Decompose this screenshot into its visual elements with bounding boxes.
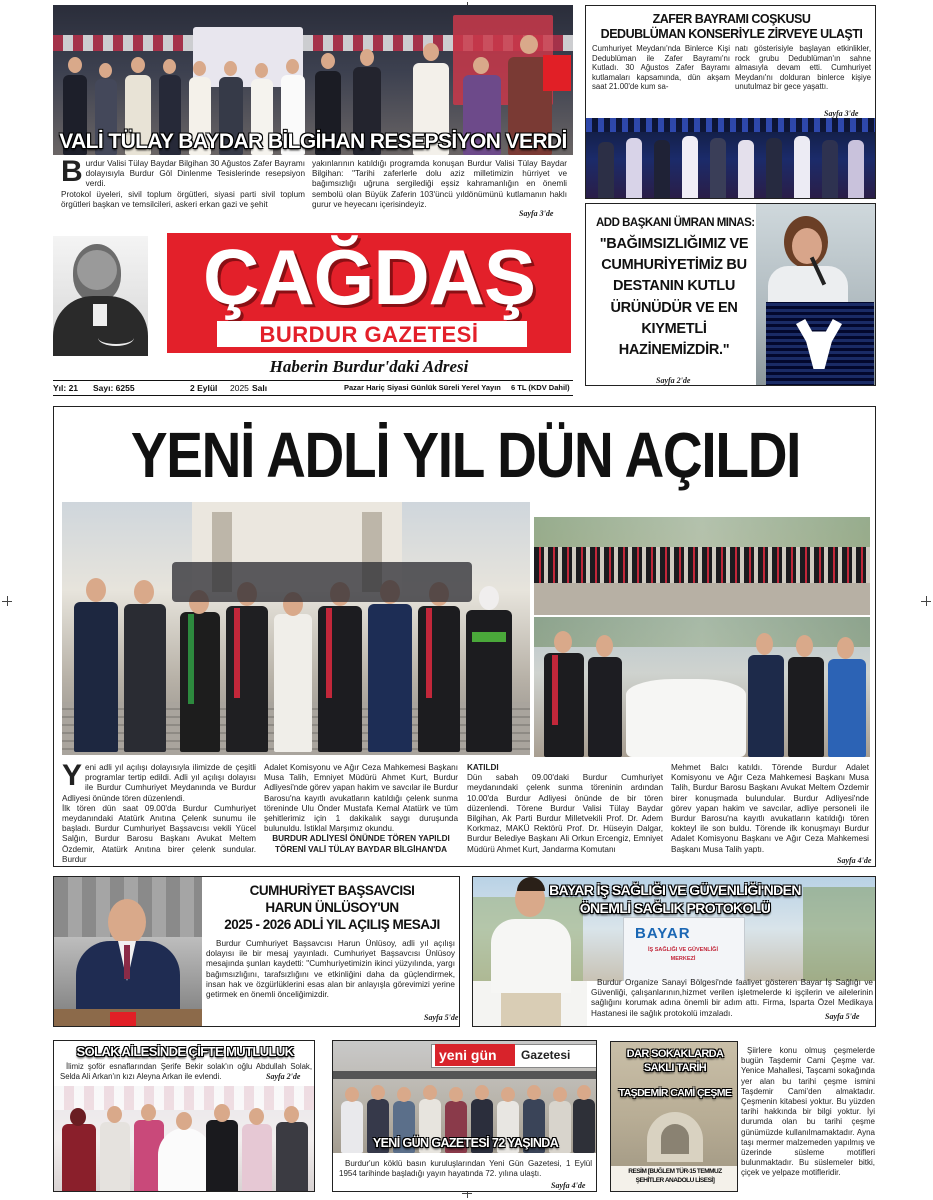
tasdemir-body: Şiirlere konu olmuş çeşmelerde bugün Taşdemir Cami Çeşme var. Yenice Mahallesi, Taşcami sokağında yer alan bu tarihi çeşme ismini Taşdemir Cami'den almaktadır. Çeşmenin kitabesi yoktur. Bu yüzden tarihi hakkında bir bilgi yoktur. İyi durumda olan bu tarihi çeşme günümüzde kullanılmamaktadır. Ayna taşı mermer malzemeden yapılmış ve üzerinde süsleme motifleri bulunmaktadır. Bu süslemeler bitki, çiçek ve yelpaze motifleridir. — [741, 1046, 875, 1178]
registration-mark — [921, 596, 931, 606]
main-story — [53, 406, 876, 867]
concert-photo — [586, 118, 876, 199]
main-subhead-end: KATILDI — [467, 763, 499, 772]
page-reference: Sayfa 3'de — [519, 209, 554, 218]
dropcap: Y — [62, 759, 83, 792]
tasdemir-caption: RESİM [BUĞLEM TÜR-15 TEMMUZ ŞEHİTLER ANADOLU LİSESİ] — [628, 1168, 722, 1184]
page-reference: Sayfa 5'de — [424, 1013, 459, 1022]
issue-number: Sayı: 6255 — [93, 383, 135, 393]
add-article — [585, 203, 876, 386]
prosecutor-photo — [54, 877, 202, 1027]
tasdemir-article — [610, 1041, 738, 1192]
solak-body: İlimiz şoför esnaflarından Şerife Bekir solak'ın oğlu Abdullah Solak, Selda Ali Arkan'ın kızı Aleyna Arkan ile evlendi. — [60, 1062, 312, 1081]
page-reference: Sayfa 3'de — [824, 109, 859, 118]
zafer-headline-line1: ZAFER BAYRAMI COŞKUSU — [652, 12, 811, 26]
bayar-sign-brand: BAYAR — [635, 925, 691, 942]
tasdemir-title-line2: SAKLI TARİH — [643, 1062, 707, 1074]
reception-cocktail-photo — [534, 617, 870, 757]
ceremony-square-photo — [534, 517, 870, 615]
savci-article — [53, 876, 460, 1027]
bayar-headline-line1: BAYAR İŞ SAĞLIĞI VE GÜVENLİĞİ'NDEN — [549, 882, 801, 898]
main-body-col2: Adalet Komisyonu ve Ağır Ceza Mahkemesi Başkanı Musa Talih, Emniyet Müdürü Ahmet Kurt, Burdur Adliyesi'nde görev yapan hakim ve savcılar ile Burdur Barosu'na kayıtlı avukatların katıldığı çelenk sunma töreninde Ulu Önder Mustafa Kemal Atatürk ve tüm şehitlerimiz için 1 dakikalık saygı duruşunda bulunuldu. İstiklal Marşımız okundu. BURDUR ADLİYESİ ÖNÜNDE TÖREN YAPILDI TÖRENİ VALİ TÜLAY BAYDAR BİLGİHAN'DA — [264, 763, 458, 854]
zafer-body-col1: Cumhuriyet Meydanı'nda Binlerce Kişi Dedublüman ile Zafer Bayramı'nı Kutladı. 30 Ağustos Zafer Bayramı kutlamaları kapsamında, dün akşam saat 21.00'de kum sa- — [592, 44, 730, 92]
savci-headline-line1: CUMHURİYET BAŞSAVCISI — [249, 883, 415, 898]
bayar-article — [472, 876, 876, 1027]
vali-reception-body-col2: yakınlarının katıldığı programda konuşan Burdur Valisi Tülay Baydar Bilgihan: "Tarihi zaferlerle dolu aziz milletimizin hürriyet ve bağımsızlığı uğruna sergilediği eşsiz kahramanlığın en önemli sembolü olan Büyük Zaferin 103'üncü yıldönümünü kutlamanın haklı gurur ve heyecanı içerisindeyiz. — [312, 159, 567, 209]
price: 6 TL (KDV Dahil) — [511, 383, 570, 392]
masthead-name: ÇAĞDAŞ — [202, 233, 535, 321]
solak-article — [53, 1040, 315, 1192]
zafer-bayrami-article — [585, 5, 876, 199]
yenigun-sign2: Gazetesi — [521, 1048, 571, 1062]
yenigun-sign: yeni gün — [439, 1047, 497, 1063]
add-quote: "BAĞIMSIZLIĞIMIZ VE CUMHURİYETİMİZ BU DESTANIN KUTLU ÜRÜNÜDÜR VE EN KIYMETLİ HAZİNEMİZDİR." — [599, 236, 749, 359]
zafer-headline-line2: DEDUBLÜMAN KONSERİYLE ZİRVEYE ULAŞTI — [600, 27, 863, 41]
main-headline: YENİ ADLİ YIL DÜN AÇILDI — [130, 419, 801, 491]
dropcap: B — [61, 155, 83, 188]
cocktail-table — [626, 679, 746, 757]
masthead-slogan: Haberin Burdur'daki Adresi — [269, 357, 469, 376]
courthouse-group-photo — [62, 502, 530, 755]
vali-reception-body-col1: Burdur Valisi Tülay Baydar Bilgihan 30 Ağustos Zafer Bayramı dolayısıyla Burdur Göl Dinlenme Tesislerinde resepsiyon verdi. Protokol üyeleri, sivil toplum örgütleri, siyasi parti sivil toplum örgütleri başkan ve temsilcileri, askeri erkan gazi ve şehit — [61, 155, 305, 209]
main-body-col3: KATILDI Dün sabah 09.00'daki Burdur Cumhuriyet meydanındaki çelenk sunma töreninin ardından 10.00'da Burdur Adliyesi önünde de bir tören düzenlendi. Törene Burdur Valisi Tülay Baydar Bilgihan, Ak Parti Burdur Milletvekili Prof. Dr. Adem Korkmaz, MAKÜ Rektörü Prof. Dr. Hüseyin Dalgar, Burdur Belediye Başkanı Ali Orkun Ercengiz, Emniyet Müdürü Ahmet Kurt, Jandarma Komutanı — [467, 763, 663, 854]
page-reference: Sayfa 4'de — [837, 856, 872, 865]
ataturk-portrait — [53, 236, 148, 356]
bayar-sign-sub1: İŞ SAĞLIĞI VE GÜVENLİĞİ — [648, 947, 718, 953]
speaker-photo — [756, 204, 876, 386]
issue-info-bar — [53, 380, 573, 396]
tasdemir-title-line3: TAŞDEMİR CAMİ ÇEŞME — [618, 1087, 732, 1099]
bayar-person-lower — [473, 981, 587, 1027]
add-title: ADD BAŞKANI ÜMRAN MINAS: — [596, 217, 755, 229]
wedding-photo — [54, 1086, 315, 1192]
bayar-body: Burdur Organize Sanayi Bölgesi'nde faaliyet gösteren Bayar İş Sağlığı ve Güvenliği, çalışanlarının,hizmet verilen işletmelerde ki işçilerin ve ailelerinin sağlığını korumak adına önemli bir adım attı. Firma, Isparta Özel Medikaya Hastanesi ile sağlık protokolü imzaladı. — [591, 978, 873, 1018]
issue-date-year: 2025 — [230, 383, 249, 393]
vali-reception-headline: VALİ TÜLAY BAYDAR BİLGİHAN RESEPSİYON VERDİ — [59, 130, 567, 153]
yenigun-headline: YENİ GÜN GAZETESİ 72 YAŞINDA — [372, 1136, 559, 1150]
year: Yıl: 21 — [53, 383, 79, 393]
tasdemir-title-line1: DAR SOKAKLARDA — [626, 1048, 724, 1060]
issue-weekday: Salı — [252, 383, 268, 393]
signature-icon — [98, 330, 134, 346]
page-reference: Sayfa 2'de — [266, 1072, 301, 1081]
main-body-col1: Yeni adli yıl açılışı dolayısıyla ilimizde de çeşitli programlar tertip edildi. Adli yıl açılışı dolayısı ile Burdur Cumhuriyet Meydanında ve Burdur Adliyesi önünde tören düzenlendi. İlk tören dün saat 09.00'da Burdur Cumhuriyet meydanındaki Atatürk Anıtına Çelenk sunumu ile başladı. Burdur Cumhuriyet Başsavcısı vekili Yücel Salğın, Burdur Barosu Başkanı Avukat Meltem Özdemir, Atatürk Anıtına birer çelenk sundular. Burdur — [62, 759, 256, 864]
yenigun-article — [332, 1040, 597, 1192]
page-reference: Sayfa 5'de — [825, 1012, 860, 1021]
savci-body: Burdur Cumhuriyet Başsavcısı Harun Ünlüsoy, adli yıl açılışı dolayısı ile bir mesaj yayınladı. Cumhuriyet Başsavcısı Ünlüsoy mesajında şunları kaydetti: "Cumhuriyetimizin ikinci yüzyılında, yargı bağımsızlığını, tarafsızlığını ve etkinliğini daha da güçlendirmek, insan hak ve özgürlüklerini esas alan bir anlayışla görevimizi yerine getirmek en önemli önceliğimizdir. — [206, 939, 455, 1000]
bayar-headline-line2: ÖNEMLİ SAĞLIK PROTOKOLÜ — [579, 900, 771, 916]
solak-headline: SOLAK AİLESİNDE ÇİFTE MUTLULUK — [76, 1044, 294, 1059]
vali-reception-article — [53, 5, 573, 221]
masthead-subtitle: BURDUR GAZETESİ — [259, 322, 479, 347]
masthead-logo — [167, 233, 571, 353]
main-subhead: BURDUR ADLİYESİ ÖNÜNDE TÖREN YAPILDI TÖRENİ VALİ TÜLAY BAYDAR BİLGİHAN'DA — [272, 834, 450, 854]
turkish-flag-icon — [543, 55, 571, 91]
issue-date: 2 Eylül — [190, 383, 218, 393]
yenigun-body: Burdur'un köklü basın kuruluşlarından Yeni Gün Gazetesi, 1 Eylül 1954 tarihinde başladığı yayın hayatında 72. yılına ulaştı. — [339, 1159, 592, 1178]
publication-meta: Pazar Hariç Siyasi Günlük Süreli Yerel Yayın — [344, 383, 501, 392]
page-reference: Sayfa 2'de — [656, 376, 691, 385]
bayar-sign-sub2: MERKEZİ — [670, 956, 696, 962]
savci-headline-line2: HARUN ÜNLÜSOY'UN — [265, 900, 399, 915]
zafer-body-col2: natı gösterisiyle başlayan etkinlikler, rock grubu Dedublüman'ın sahne almasıyla devam etti. Cumhuriyet Meydanı'nı dolduran binlerce kişiye unutulmaz bir gece yaşattı. — [735, 44, 871, 92]
registration-mark — [2, 596, 12, 606]
main-body-col4: Mehmet Balcı katıldı. Törende Burdur Adalet Komisyonu ve Ağır Ceza Mahkemesi Başkanı Musa Talih, Burdur Barosu Başkanı Avukat Meltem Özdemir birer konuşmada bulundular. Burdur Adliyesi'nde görev yapan hakim ve savcılar, adliye personeli ile Burdur Barosu'na kayıtlı avukatların katıldığı tören kokteyl ile son buldu. Törende ilk konuşmayı Burdur Adalet Komisyonu Başkanı ve Ağır Ceza Mahkemesi Başkanı Musa Talih yaptı. — [671, 763, 869, 854]
page-reference: Sayfa 4'de — [551, 1181, 586, 1190]
desk-flag-icon — [110, 1012, 136, 1026]
savci-headline-line3: 2025 - 2026 ADLİ YIL AÇILIŞ MESAJI — [224, 917, 440, 932]
